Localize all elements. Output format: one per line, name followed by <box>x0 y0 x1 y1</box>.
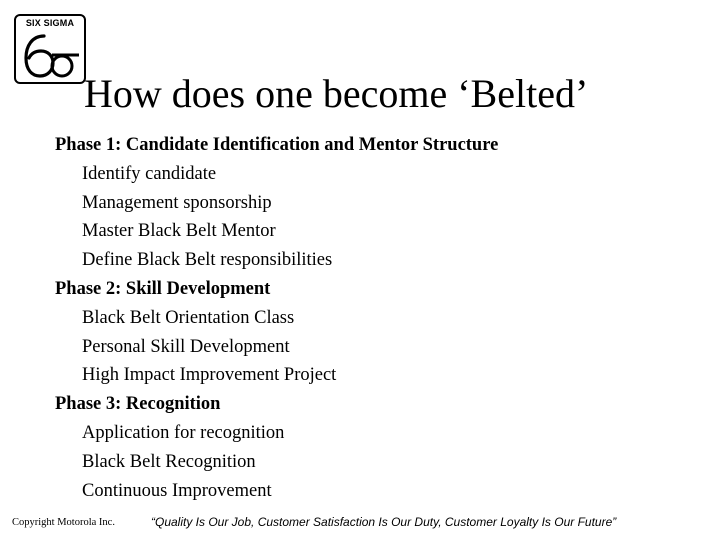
phase-item: Master Black Belt Mentor <box>82 221 276 242</box>
phase-heading: Phase 2: Skill Development <box>55 278 271 299</box>
phase-item: Identify candidate <box>82 163 217 184</box>
phase-item: High Impact Improvement Project <box>82 365 337 386</box>
phase-item: Black Belt Recognition <box>82 451 256 472</box>
footer-quote: “Quality Is Our Job, Customer Satisfaction Is Our Duty, Customer Loyalty Is Our Future” <box>151 515 617 529</box>
six-sigma-icon <box>22 30 80 80</box>
slide-title: How does one become ‘Belted’ <box>84 71 589 116</box>
logo-label: SIX SIGMA <box>25 18 75 28</box>
phase-item: Application for recognition <box>82 422 285 443</box>
phase-item: Continuous Improvement <box>82 480 272 501</box>
phase-item: Black Belt Orientation Class <box>82 307 295 328</box>
six-sigma-logo <box>14 14 86 84</box>
phase-item: Personal Skill Development <box>82 336 290 357</box>
phase-heading: Phase 1: Candidate Identification and Mentor Structure <box>55 135 499 155</box>
phase-outline <box>55 131 498 505</box>
copyright-notice: Copyright Motorola Inc. <box>12 517 115 528</box>
phase-item: Define Black Belt responsibilities <box>82 250 333 271</box>
phase-item: Management sponsorship <box>82 192 272 213</box>
phase-heading: Phase 3: Recognition <box>55 394 221 415</box>
